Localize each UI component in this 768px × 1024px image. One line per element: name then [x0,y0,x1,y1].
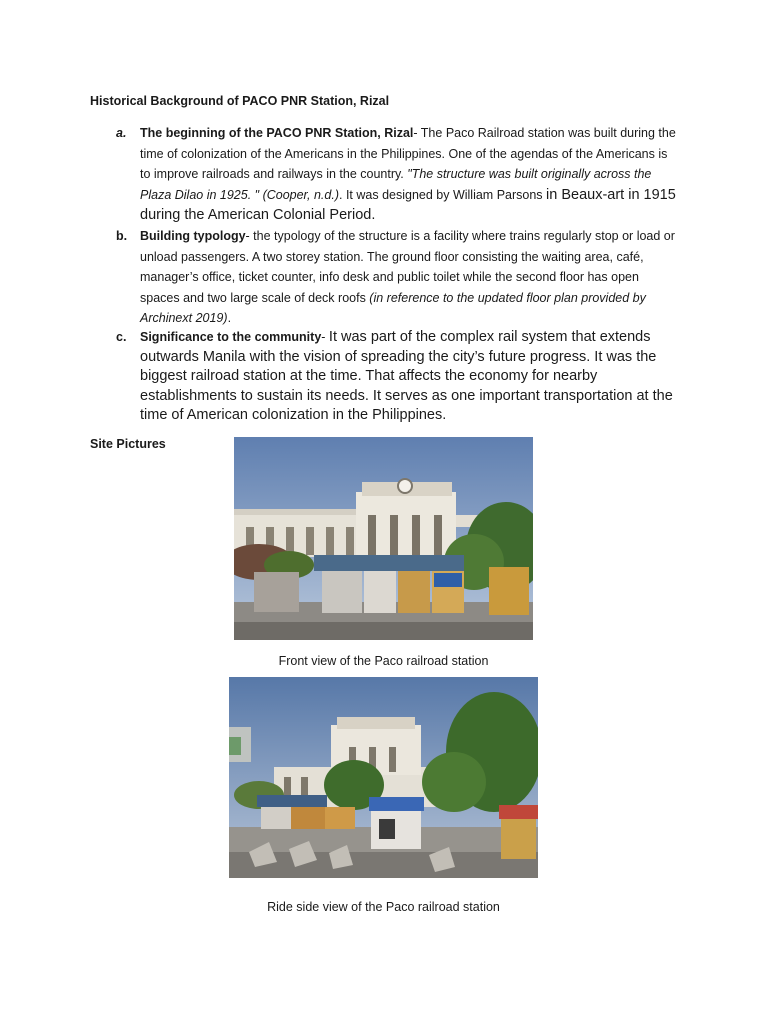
item-text: - the typology of the structure is a facility where trains regularly stop or load or unload passengers. A two storey station. The ground floor consisting the waiting area, café, manager’s office, ticket counter, info desk and public toilet while the second floor has open spaces and two large scale of deck roofs [140,229,675,305]
item-text: - The Paco Railroad station was built during the time of colonization of the Americans in the Philippines. One of the agendas of the Americans is to improve railroads and railways in the country. [140,126,676,181]
item-text: . It was designed by William Parsons [339,187,547,202]
list-item-a [116,123,676,226]
item-text: . [227,311,232,325]
front-view-photo [234,437,533,640]
item-heading: The beginning of the PACO PNR Station, Rizal [140,126,414,140]
list-item-b [116,226,676,329]
side-view-photo [229,677,538,878]
site-pictures-label: Site Pictures [90,437,166,451]
item-text: - [321,330,329,344]
document-title: Historical Background of PACO PNR Station, Rizal [90,94,390,108]
list-item-body [140,123,676,226]
item-text: in Beaux-art in 1915 during the American Colonial Period. [140,186,676,223]
list-item-body [140,226,676,329]
list-item-c [116,328,676,426]
list-marker: c. [116,330,127,344]
photo-caption: Ride side view of the Paco railroad station [267,900,500,914]
list-item-body [140,328,676,426]
item-quote: "The structure was built originally across the Plaza Dilao in 1925. " (Cooper, n.d.) [140,167,652,202]
item-italic-ref: (in reference to the updated floor plan provided by Archinext 2019) [140,290,646,325]
list-marker: a. [116,126,127,140]
item-heading: Significance to the community [140,330,322,344]
list-marker: b. [116,229,128,243]
item-heading: Building typology [140,229,246,243]
photo-caption: Front view of the Paco railroad station [278,654,489,668]
item-text: It was part of the complex rail system that extends outwards Manila with the vision of spreading the city’s future progress. It was the biggest railroad station at the time. That affects the economy for nearby establishments to sustain its needs. It serves as one important transportation at the time of American colonization in the Philippines. [140,329,673,423]
